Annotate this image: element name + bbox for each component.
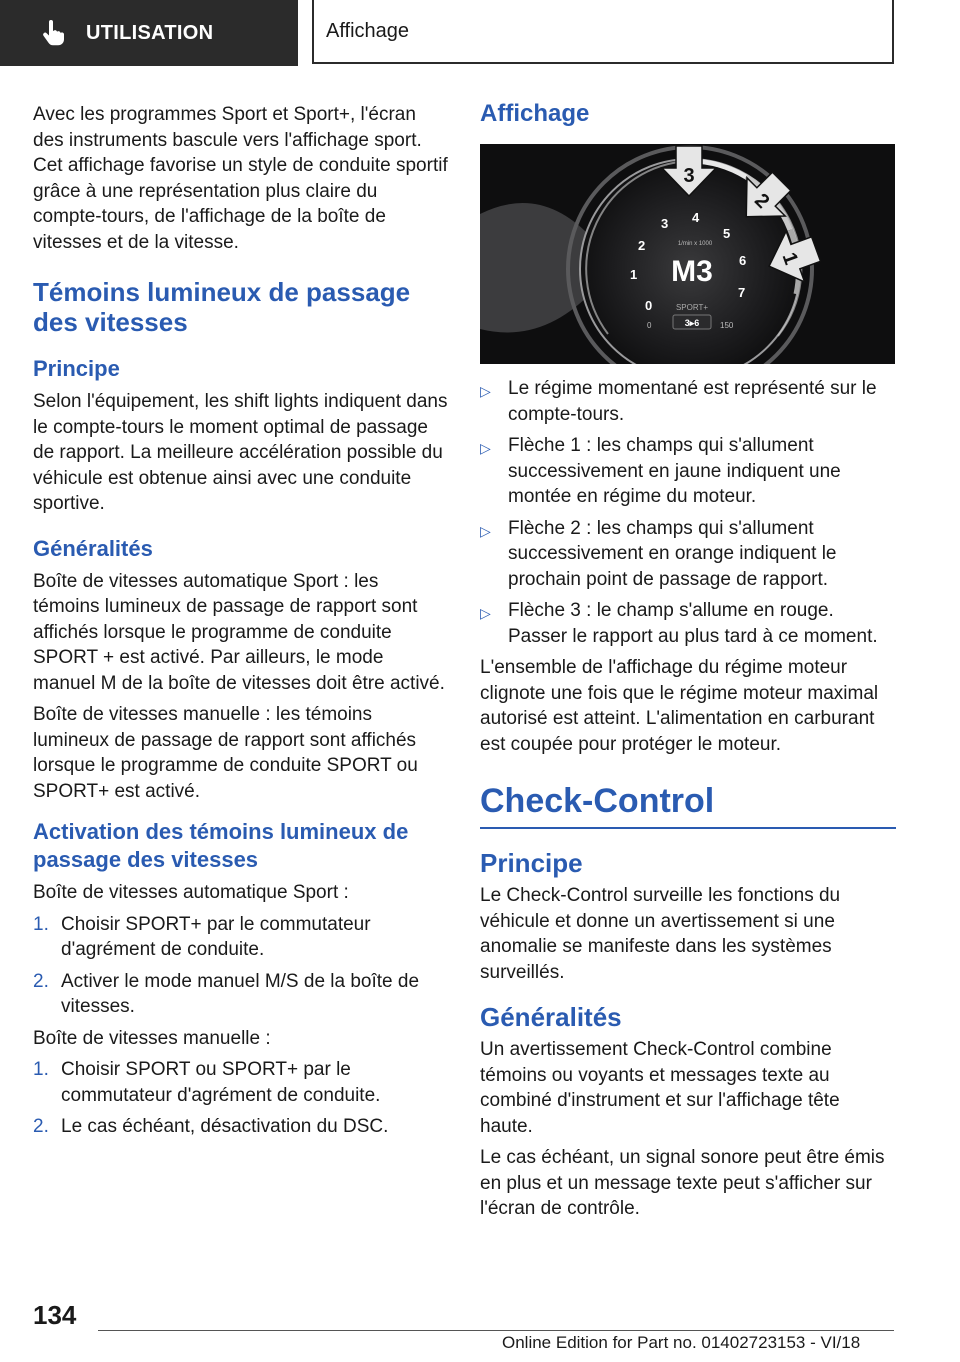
principe-paragraph: Selon l'équipement, les shift lights indiquent dans le compte-tours le moment optimal de passage de rapport. La meilleure accélération possible du véhicule est obtenue ainsi avec une conduite sportive. (33, 391, 448, 514)
tick-label: 4 (692, 210, 700, 225)
page-number: 134 (33, 1300, 77, 1330)
heading-affichage: Affichage (480, 100, 590, 127)
tick-label: 5 (723, 226, 731, 241)
rpm-unit: 1/min x 1000 (677, 241, 713, 247)
footer-divider (98, 1330, 894, 1331)
generalites-cc-paragraph-1: Un avertissement Check-Control combine témoins ou voyants et messages texte au combiné d'instrument et sur l'affichage tête haute. (480, 1039, 840, 1137)
triangle-bullet-icon: ▷ (480, 605, 491, 621)
list-item: 1. Choisir SPORT ou SPORT+ par le commutateur d'agrément de conduite. (33, 1059, 381, 1106)
svg-text:3: 3 (683, 165, 695, 187)
chapter-tab (312, 0, 894, 64)
heading-generalites-cc: Généralités (480, 1002, 622, 1032)
edition-note: Online Edition for Part no. 01402723153 - VI/18 (502, 1333, 861, 1352)
mode-display: SPORT+ (675, 303, 709, 312)
list-item: ▷ Flèche 2 : les champs qui s'allument successivement en orange indiquent le prochain point de passage de rapport. (480, 516, 896, 593)
triangle-bullet-icon: ▷ (480, 440, 491, 456)
tick-label: 7 (738, 285, 746, 300)
tick-label: 0 (645, 298, 653, 313)
heading-check-control: Check-Control (480, 775, 896, 829)
tick-label: 1 (630, 267, 638, 282)
tick-label: 3 (661, 216, 669, 231)
svg-text:2: 2 (750, 189, 774, 213)
affichage-bullet-list (480, 376, 896, 649)
heading-principe-cc: Principe (480, 848, 583, 878)
tachometer-figure (480, 144, 895, 364)
manual-gearbox-label: Boîte de vitesses manuelle : (33, 1027, 271, 1049)
section-label: UTILISATION (86, 21, 214, 44)
tachometer-illustration (480, 144, 895, 364)
list-item: ▷ Le régime momentané est représenté sur le compte-tours. (480, 376, 896, 427)
list-item: ▷ Flèche 3 : le champ s'allume en rouge. Passer le rapport au plus tard à ce moment. (480, 598, 896, 649)
heading-activation: Activation des témoins lumineux de passage des vitesses (33, 819, 409, 872)
page-header (0, 0, 960, 66)
tick-label: 6 (739, 253, 747, 268)
tick-label: 2 (638, 238, 646, 253)
triangle-bullet-icon: ▷ (480, 522, 491, 539)
chapter-label: Affichage (326, 19, 410, 42)
manual-steps-list (33, 1057, 449, 1140)
speed-low: 0 (647, 321, 652, 330)
triangle-bullet-icon: ▷ (480, 383, 491, 399)
auto-gearbox-label: Boîte de vitesses automatique Sport : (33, 882, 349, 903)
intro-paragraph: Avec les programmes Sport et Sport+, l'écran des instruments bascule vers l'affichage sport. Cet affichage favorise un style de conduite sportif grâce à une représentation plus claire du compte-tours, de l'affichage de la boîte de vitesses et de la vitesse. (33, 104, 448, 253)
hand-pointer-icon (40, 19, 66, 47)
heading-generalites: Généralités (33, 535, 153, 561)
svg-text:1: 1 (777, 249, 802, 268)
section-tab (0, 0, 298, 66)
list-item: 2. Le cas échéant, désactivation du DSC. (33, 1116, 389, 1137)
right-column (480, 100, 896, 1228)
list-item: ▷ Flèche 1 : les champs qui s'allument successivement en jaune indiquent une montée en régime du moteur. (480, 433, 896, 510)
left-column (33, 102, 449, 1146)
list-item: 2. Activer le mode manuel M/S de la boîte de vitesses. (33, 970, 420, 1017)
generalites-cc-paragraph-2: Le cas échéant, un signal sonore peut être émis en plus et un message texte peut s'afficher sur l'écran de contrôle. (480, 1147, 885, 1219)
speed-high: 150 (720, 321, 734, 330)
heading-temoins: Témoins lumineux de passage des vitesses (33, 277, 411, 337)
heading-principe: Principe (33, 356, 120, 381)
generalites-paragraph-1: Boîte de vitesses automatique Sport : les témoins lumineux de passage de rapport sont affichés lorsque le programme de conduite SPORT + est activé. Par ailleurs, le mode manuel M de la boîte de vitesses doit être activé. (33, 570, 445, 694)
rpm-paragraph: L'ensemble de l'affichage du régime moteur clignote une fois que le régime moteur maximal autorisé est atteint. L'alimentation en carburant est coupée pour protéger le moteur. (480, 657, 879, 755)
list-item: 1. Choisir SPORT+ par le commutateur d'agrément de conduite. (33, 913, 371, 960)
gear-display: M3 (671, 255, 713, 288)
gear-indicator: 3▸6 (684, 318, 700, 328)
generalites-paragraph-2: Boîte de vitesses manuelle : les témoins lumineux de passage de rapport sont affichés lorsque le programme de conduite SPORT ou SPORT+ est activé. (33, 704, 418, 802)
principe-cc-paragraph: Le Check-Control surveille les fonctions du véhicule et donne un avertissement si une anomalie se manifeste dans les systèmes surveillés. (480, 885, 841, 983)
auto-steps-list (33, 912, 449, 1020)
